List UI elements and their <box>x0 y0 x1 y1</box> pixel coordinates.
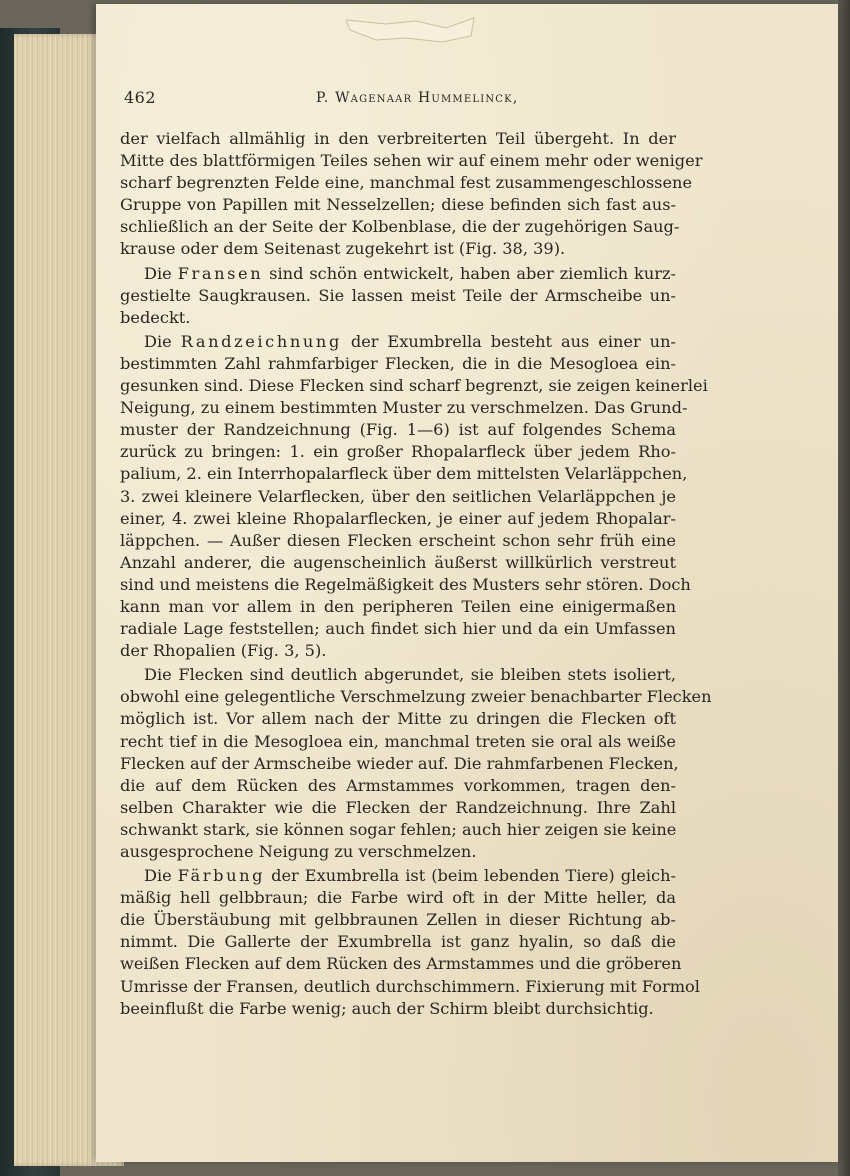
paragraph <box>120 128 703 261</box>
text-line: ausgesprochene Neigung zu verschmelzen. <box>120 842 477 861</box>
text-line: sind und meistens die Regelmäßigkeit des Musters sehr stören. Doch <box>120 574 691 594</box>
text-line: 3. zwei kleinere Velarflecken, über den seitlichen Velarläppchen je <box>120 486 676 506</box>
text-fragment: sind schön entwickelt, haben aber ziemlich kurz- <box>263 263 677 283</box>
text-line: Anzahl anderer, die augenscheinlich äußerst willkürlich verstreut <box>120 552 676 572</box>
text-line: selben Charakter wie die Flecken der Randzeichnung. Ihre Zahl <box>120 797 676 817</box>
running-head: P. Wagenaar Hummelinck, <box>316 90 519 106</box>
text-line: schließlich an der Seite der Kolbenblase, die der zugehörigen Saug- <box>120 217 680 237</box>
text-line: recht tief in die Mesogloea ein, manchmal treten sie oral als weiße <box>120 731 676 751</box>
text-line: möglich ist. Vor allem nach der Mitte zu dringen die Flecken oft <box>120 709 676 729</box>
text-line: der vielfach allmählig in den verbreiterten Teil übergeht. In der <box>120 129 676 148</box>
text-line: mäßig hell gelbbraun; die Farbe wird oft in der Mitte heller, da <box>120 888 676 908</box>
text-fragment: der Exumbrella besteht aus einer un- <box>341 331 676 351</box>
body-text <box>120 128 712 1022</box>
text-line: Die Flecken sind deutlich abgerundet, sie bleiben stets isoliert, <box>144 665 676 685</box>
paragraph-lead-word: Die <box>144 331 172 351</box>
text-line: der Rhopalien (Fig. 3, 5). <box>120 641 327 661</box>
text-fragment: der Exumbrella ist (beim lebenden Tiere) gleich- <box>265 866 676 886</box>
text-line <box>120 263 676 285</box>
text-line: schwankt stark, sie können sogar fehlen; auch hier zeigen sie keine <box>120 819 677 839</box>
page-tear-mark <box>346 16 476 46</box>
text-line: gesunken sind. Diese Flecken sind scharf begrenzt, sie zeigen keinerlei <box>120 376 708 396</box>
right-background-edge <box>838 0 850 1176</box>
paragraph <box>120 664 712 863</box>
paragraph <box>120 263 676 329</box>
text-line: Neigung, zu einem bestimmten Muster zu verschmelzen. Das Grund- <box>120 398 688 418</box>
text-line: zurück zu bringen: 1. ein großer Rhopalarfleck über jedem Rho- <box>120 442 676 462</box>
text-line: palium, 2. ein Interrhopalarfleck über dem mittelsten Velarläppchen, <box>120 464 688 484</box>
text-line: Mitte des blattförmigen Teiles sehen wir auf einem mehr oder weniger <box>120 151 703 171</box>
spaced-term: Randzeichnung <box>180 331 342 351</box>
text-line: nimmt. Die Gallerte der Exumbrella ist ganz hyalin, so daß die <box>120 932 676 952</box>
text-line: kann man vor allem in den peripheren Teilen eine einigermaßen <box>120 596 676 616</box>
text-line: Flecken auf der Armscheibe wieder auf. Die rahmfarbenen Flecken, <box>120 753 679 773</box>
text-line: bedeckt. <box>120 307 191 327</box>
text-line: die Überstäubung mit gelbbraunen Zellen in dieser Richtung ab- <box>120 910 676 930</box>
text-line: die auf dem Rücken des Armstammes vorkommen, tragen den- <box>120 775 676 795</box>
page-number: 462 <box>124 88 157 107</box>
text-line: weißen Flecken auf dem Rücken des Armstammes und die gröberen <box>120 954 682 974</box>
text-line: radiale Lage feststellen; auch findet sich hier und da ein Umfassen <box>120 619 676 639</box>
text-line: bestimmten Zahl rahmfarbiger Flecken, die in die Mesogloea ein- <box>120 353 676 373</box>
text-line: obwohl eine gelegentliche Verschmelzung zweier benachbarter Flecken <box>120 687 712 707</box>
text-line <box>120 331 676 353</box>
text-line: gestielte Saugkrausen. Sie lassen meist Teile der Armscheibe un- <box>120 285 676 305</box>
text-line: muster der Randzeichnung (Fig. 1—6) ist auf folgendes Schema <box>120 420 676 440</box>
text-line: einer, 4. zwei kleine Rhopalarflecken, je einer auf jedem Rhopalar- <box>120 508 676 528</box>
text-line <box>120 865 676 887</box>
text-line: Umrisse der Fransen, deutlich durchschimmern. Fixierung mit Formol <box>120 976 700 996</box>
text-line: beeinflußt die Farbe wenig; auch der Schirm bleibt durchsichtig. <box>120 998 654 1018</box>
text-line: Gruppe von Papillen mit Nesselzellen; diese befinden sich fast aus- <box>120 195 676 215</box>
paragraph <box>120 865 700 1020</box>
page-header <box>124 88 672 114</box>
spaced-term: Fransen <box>177 263 264 283</box>
paragraph-lead-word: Die <box>144 866 172 886</box>
paragraph-lead-word: Die <box>144 263 172 283</box>
text-line: scharf begrenzten Felde eine, manchmal fest zusammengeschlossene <box>120 173 693 193</box>
text-line: krause oder dem Seitenast zugekehrt ist (Fig. 38, 39). <box>120 239 566 259</box>
paragraph <box>120 331 708 662</box>
text-line: läppchen. — Außer diesen Flecken erscheint schon sehr früh eine <box>120 530 676 550</box>
spaced-term: Färbung <box>177 866 266 886</box>
